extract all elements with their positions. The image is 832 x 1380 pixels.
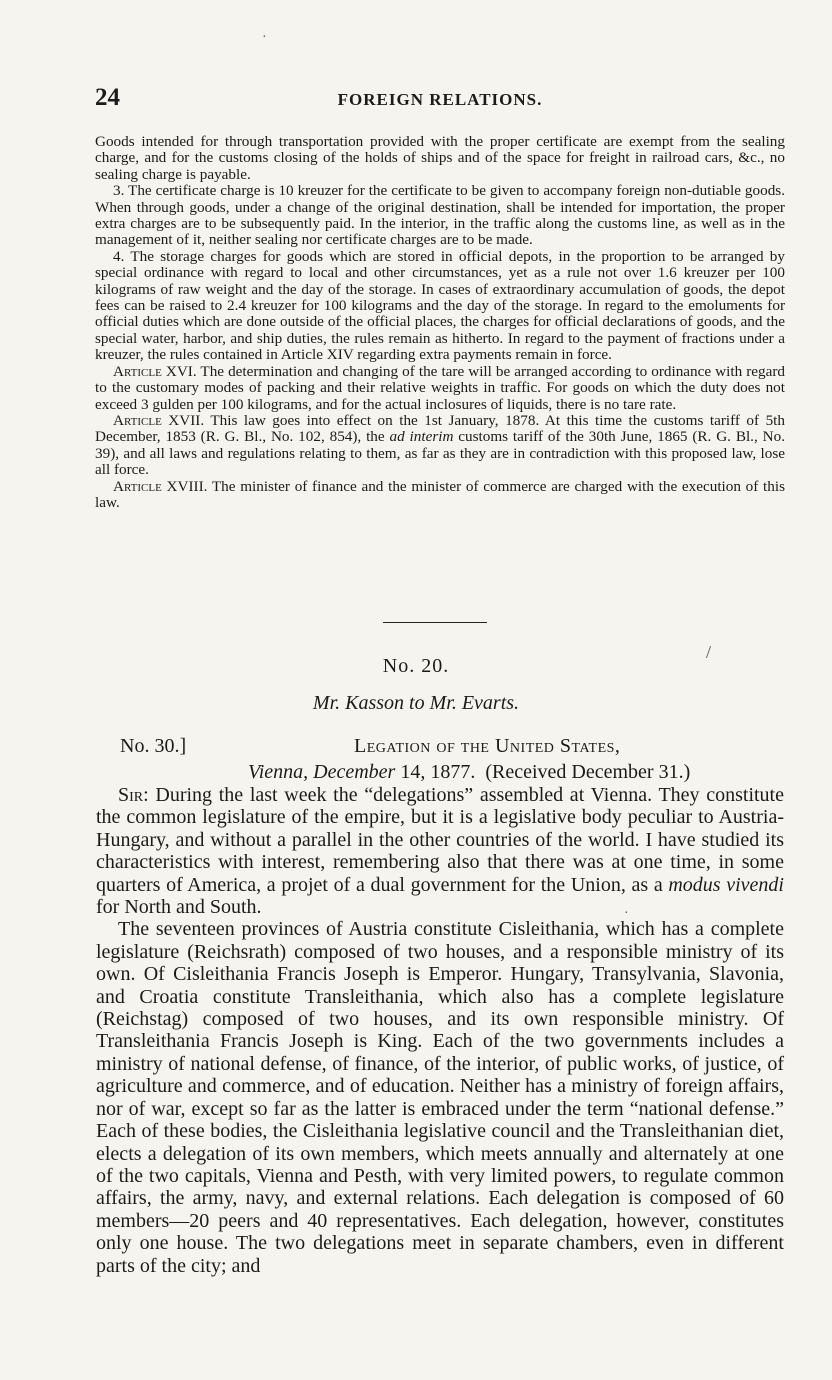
date: 14, 1877. — [395, 761, 476, 783]
law-paragraph: 3. The certificate charge is 10 kreuzer for the certificate to be given to accompany foreign non-dutiable goods. When through goods, under a change of the original destination, shall be intended for importation, the proper extra charges are to be subsequently paid. In the interior, in the traffic along the customs line, as well as in the management of it, neither sealing nor certificate charges are to be made. — [95, 182, 785, 249]
letter-italic: modus vivendi — [668, 873, 784, 896]
legation-heading: Legation of the United States, — [354, 735, 621, 757]
letter-text: During the last week the “delegations” assembled at Vienna. They constitute the common legislature of the empire, but it is a legislative body peculiar to Austria-Hungary, and without a parallel in the other countries of the world. I have studied its characteristics with interest, remembering also that there was at one time, in some quarters of America, a projet of a dual government for the Union, as a — [96, 784, 784, 896]
article-label: Article XVI. — [113, 362, 197, 380]
letter-paragraph — [96, 784, 784, 918]
article-label: Article XVIII. — [113, 477, 208, 495]
place-date: Vienna, December — [248, 761, 396, 783]
article-xvi — [95, 364, 785, 413]
article-xviii — [95, 479, 785, 512]
running-head: FOREIGN RELATIONS. — [337, 90, 543, 109]
law-text — [95, 134, 785, 511]
article-xvii — [95, 413, 785, 479]
article-italic: ad interim — [389, 428, 454, 446]
article-text: The minister of finance and the minister of commerce are charged with the execution of this law. — [95, 477, 785, 511]
print-speck: · — [262, 30, 267, 45]
despatch-number: No. 30.] — [120, 735, 187, 757]
print-speck: · — [624, 906, 629, 921]
section-divider — [383, 622, 487, 623]
letter-text: for North and South. — [96, 896, 262, 919]
page-header — [95, 84, 785, 114]
document-title: Mr. Kasson to Mr. Evarts. — [312, 692, 520, 714]
document-number: No. 20. — [382, 655, 450, 677]
page-number: 24 — [95, 84, 120, 111]
salutation: Sir: — [118, 784, 149, 806]
print-speck: / — [706, 642, 712, 662]
law-paragraph: Goods intended for through transportation provided with the proper certificate are exempt from the sealing charge, and for the customs closing of the holds of ships and of the space for freight in railroad cars, &c., no sealing charge is payable. — [95, 133, 785, 183]
article-text: customs tariff of the 30th June, 1865 (R. G. Bl., No. 39), and all laws and regulations relating to them, as far as they are in contradiction with this proposed law, lose all force. — [95, 428, 785, 479]
letter-paragraph: The seventeen provinces of Austria constitute Cisleithania, which has a complete legislature (Reichsrath) composed of two houses, and a responsible ministry of its own. Of Cisleithania Francis Joseph is Emperor. Hungary, Transylvania, Slavonia, and Croatia constitute Transleithania, which also has a complete legislature (Reichstag) composed of two houses, and its own responsible ministry. Of Transleithania Francis Joseph is King. Each of the two governments includes a ministry of national defense, of finance, of the interior, of public works, of justice, of agriculture and commerce, and of education. Neither has a ministry of foreign affairs, nor of war, except so far as the latter is embraced under the term “national defense.” Each of these bodies, the Cisleithania legislative council and the Transleithanian diet, elects a delegation of its own members, which meets annually and alternately at one of the two capitals, Vienna and Pesth, with very limited powers, to regulate common affairs, the army, navy, and external relations. Each delegation is composed of 60 members—20 peers and 40 representatives. Each delegation, however, constitutes only one house. The two delegations meet in separate chambers, even in different parts of the city; and — [96, 918, 784, 1277]
article-text: This law goes into effect on the 1st January, 1878. At this time the customs tariff of 5th December, 1853 (R. G. Bl., No. 102, 854), the — [95, 411, 785, 446]
law-paragraph: 4. The storage charges for goods which are stored in official depots, in the proportion to be arranged by special ordinance with regard to local and other circumstances, yet as a rule not over 1.6 kreuzer per 100 kilograms of raw weight and the day of the storage. In cases of extraordinary accumulation of goods, the depot fees can be raised to 2.4 kreuzer for 100 kilograms and the day of the storage. In regard to the emoluments for official duties which are done outside of the official places, the charges for official declarations of goods, and the special water, harbor, and ship duties, the rules remain as hitherto. In regard to the payment of fractions under a kreuzer, the rules contained in Article XIV regarding extra payments remain in force. — [95, 247, 785, 364]
place-date-line — [248, 761, 690, 784]
letter-body — [96, 784, 784, 1277]
article-text: The determination and changing of the tare will be arranged according to ordinance with regard to the customary modes of packing and their relative weights in traffic. For goods on which the duty does not exceed 3 gulden per 100 kilograms, and for the actual inclosures of liquids, there is no tare rate. — [95, 362, 785, 413]
article-label: Article XVII. — [113, 411, 205, 429]
received-date: (Received December 31.) — [485, 761, 691, 783]
